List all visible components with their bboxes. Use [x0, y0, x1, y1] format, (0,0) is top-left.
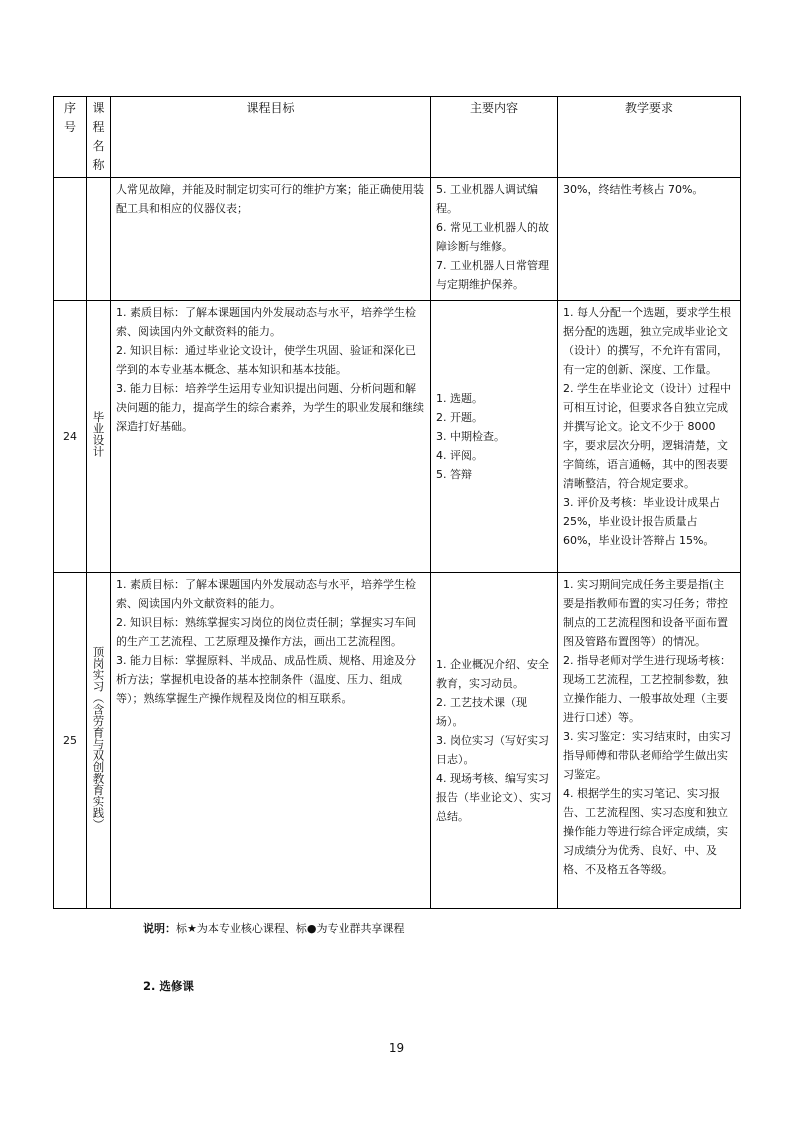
- cell-line: 30%，终结性考核占 70%。: [563, 183, 704, 196]
- cell-line: 3. 能力目标：掌握原料、半成品、成品性质、规格、用途及分析方法；掌握机电设备的基本控制条件（温度、压力、组成等）；熟练掌握生产操作规程及岗位的相互联系。: [116, 654, 416, 705]
- cell-line: 2. 知识目标：熟练掌握实习岗位的岗位责任制；掌握实习车间的生产工艺流程、工艺原理及操作方法，画出工艺流程图。: [116, 616, 416, 648]
- cell-line: 3. 中期检查。: [436, 430, 505, 443]
- header-content: 主要内容: [431, 97, 558, 178]
- cell-line: 7. 工业机器人日常管理与定期维护保养。: [436, 259, 549, 291]
- header-name: [87, 97, 111, 178]
- cell-name: [87, 573, 111, 909]
- cell-line: 2. 知识目标：通过毕业论文设计，使学生巩固、验证和深化已学到的本专业基本概念、基本知识和基本技能。: [116, 344, 416, 376]
- cell-line: 2. 工艺技术课（现场）。: [436, 696, 527, 728]
- cell-line: 1. 实习期间完成任务主要是指(主要是指教师布置的实习任务；带控制点的工艺流程图和设备平面布置图及管路布置图等）的情况。: [563, 578, 728, 648]
- cell-line: 3. 评价及考核：毕业设计成果占 25%，毕业设计报告质量占 60%，毕业设计答辩占 15%。: [563, 496, 720, 547]
- cell-goal: [111, 301, 431, 573]
- table-row: [54, 178, 741, 301]
- cell-line: 4. 评阅。: [436, 449, 483, 462]
- cell-line: 1. 选题。: [436, 392, 483, 405]
- table-row: [54, 301, 741, 573]
- cell-line: 5. 工业机器人调试编程。: [436, 183, 538, 215]
- cell-line: 1. 素质目标：了解本课题国内外发展动态与水平，培养学生检索、阅读国内外文献资料的能力。: [116, 578, 416, 610]
- table-note: [143, 920, 404, 936]
- cell-req: [558, 573, 741, 909]
- cell-line: 4. 根据学生的实习笔记、实习报告、工艺流程图、实习态度和独立操作能力等进行综合评定成绩，实习成绩分为优秀、良好、中、及格、不及格五各等级。: [563, 787, 728, 876]
- cell-goal: [111, 573, 431, 909]
- cell-no: 25: [54, 573, 87, 909]
- table-row: [54, 573, 741, 909]
- header-req: 教学要求: [558, 97, 741, 178]
- cell-content: [431, 178, 558, 301]
- cell-content: [431, 573, 558, 909]
- note-text: 标★为本专业核心课程、标●为专业群共享课程: [176, 922, 405, 935]
- cell-line: 人常见故障，并能及时制定切实可行的维护方案；能正确使用装配工具和相应的仪器仪表；: [116, 183, 424, 215]
- cell-line: 3. 岗位实习（写好实习日志）。: [436, 734, 549, 766]
- cell-line: 2. 学生在毕业论文（设计）过程中可相互讨论，但要求各自独立完成并撰写论文。论文不少于 8000 字，要求层次分明，逻辑清楚，文字简练，语言通畅，其中的图表要清晰整洁，符合规定要求。: [563, 382, 731, 490]
- curriculum-table: [53, 96, 741, 909]
- cell-req: [558, 301, 741, 573]
- cell-line: 2. 指导老师对学生进行现场考核：现场工艺流程，工艺控制参数，独立操作能力、一般事故处理（主要进行口述）等。: [563, 654, 731, 724]
- header-char: 序: [63, 101, 76, 115]
- header-no: [54, 97, 87, 178]
- cell-goal: [111, 178, 431, 301]
- header-char: 名: [92, 139, 105, 153]
- header-char: 号: [63, 120, 76, 134]
- header-char: 称: [92, 158, 105, 172]
- cell-line: 4. 现场考核、编写实习报告（毕业论文）、实习总结。: [436, 772, 552, 823]
- cell-line: 6. 常见工业机器人的故障诊断与维修。: [436, 221, 549, 253]
- cell-line: 2. 开题。: [436, 411, 483, 424]
- cell-line: 3. 能力目标：培养学生运用专业知识提出问题、分析问题和解决问题的能力，提高学生的综合素养，为学生的职业发展和继续深造打好基础。: [116, 382, 424, 433]
- cell-req: [558, 178, 741, 301]
- course-name: 毕业设计: [91, 410, 106, 457]
- cell-name: [87, 301, 111, 573]
- page-number: 19: [388, 1041, 405, 1055]
- cell-no: 24: [54, 301, 87, 573]
- cell-line: 5. 答辩: [436, 468, 472, 481]
- cell-line: 1. 企业概况介绍、安全教育，实习动员。: [436, 658, 549, 690]
- section-title: 2. 选修课: [143, 979, 194, 993]
- header-char: 程: [92, 120, 105, 134]
- table-header-row: [54, 97, 741, 178]
- course-name: 顶岗实习（含劳育与双创教育实践）: [91, 645, 106, 830]
- header-goal: 课程目标: [111, 97, 431, 178]
- cell-content: [431, 301, 558, 573]
- cell-line: 3. 实习鉴定：实习结束时，由实习指导师傅和带队老师给学生做出实习鉴定。: [563, 730, 731, 781]
- note-label: 说明：: [143, 922, 176, 935]
- cell-line: 1. 每人分配一个选题，要求学生根据分配的选题，独立完成毕业论文（设计）的撰写，不允许有雷同，有一定的创新、深度、工作量。: [563, 306, 731, 376]
- cell-name: [87, 178, 111, 301]
- header-char: 课: [92, 101, 105, 115]
- cell-no: [54, 178, 87, 301]
- cell-line: 1. 素质目标：了解本课题国内外发展动态与水平，培养学生检索、阅读国内外文献资料的能力。: [116, 306, 416, 338]
